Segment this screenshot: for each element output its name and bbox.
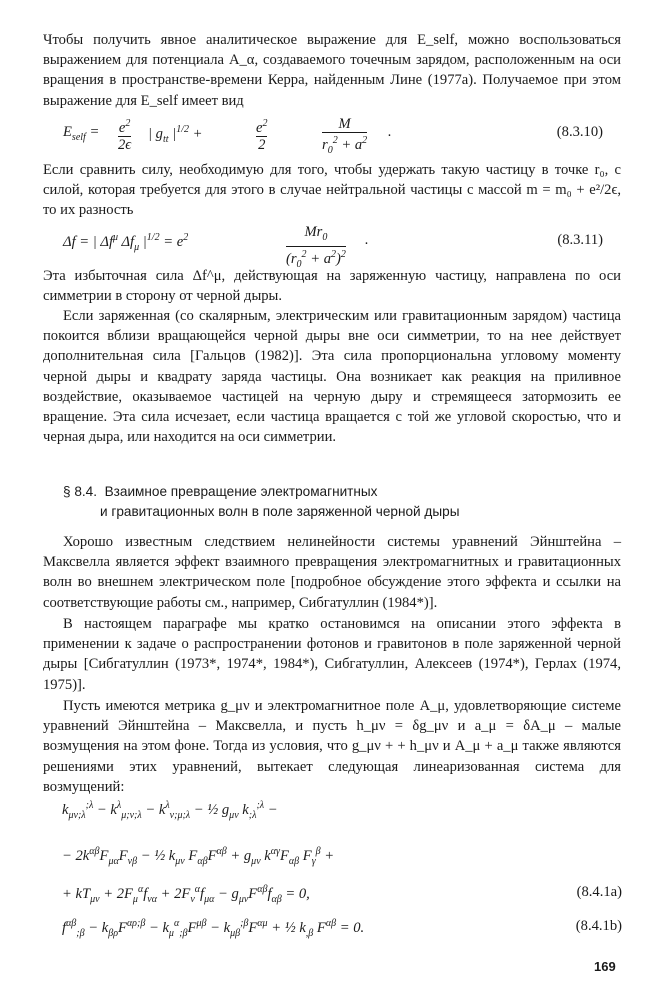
paragraph-7: Пусть имеются метрика g_μν и электромагнитное поле A_μ, удовлетворяющие системе уравнений Эйнштейна – Максвелла, и пусть h_μν = δg_μν и a_μ = δA_μ – малые возмущения на этом фоне. Тогда из условия, что g_μν + + h_μν и A_μ + a_μ также являются решениями этих уравнений, вытекает следующая линеаризованная система для возмущений: [43,698,621,795]
equation-number: (8.4.1b) [575,918,622,934]
equation-number: (8.3.10) [556,124,603,140]
equation-line-3: + $kT_{\mu\nu} + 2F_\mu^\alpha f_{\nu\alpha} + 2F_\nu^\alpha f_{\mu\alpha} - g_{\mu\nu}F^{\alpha\beta}f_{\alpha\beta} = 0$, (8.4.1a) [62,884,622,905]
paragraph-1: Чтобы получить явное аналитическое выражение для E_self, можно воспользоваться выражением для потенциала A_α, создаваемого точечным зарядом, расположенным на оси вращения в пространстве-времени Керра, найденным Лине (1977а). Получаемое при этом выражение для E_self имеет вид [43,32,621,109]
equation-8-3-11: Δf = | $\Delta f^\mu$ $\Delta f_\mu$ $|^{1/2} = e^2$ $\frac{Mr_0}{(r_0^2 + a^2)^2}$ . (8.3.11) [43,222,621,262]
paragraph-5: Хорошо известным следствием нелинейности системы уравнений Эйнштейна – Максвелла является эффект взаимного превращения электромагнитных и гравитационных волн во внешнем электрическом поле [подробное обсуждение этого эффекта и ссылки на соответствующие работы см., например, Сибгатуллин (1984*)]. [43,534,621,611]
page-number: 169 [594,959,616,974]
equation-line-2: − $2k^{\alpha\beta}F_{\mu\alpha}F_{\nu\beta}$ − ½ $k_{\mu\nu}$ $F_{\alpha\beta}F^{\alpha\beta} + g_{\mu\nu}$ $k^{\alpha\gamma}F_{\alpha\beta}$ $F_\gamma^\beta$ + [62,846,335,867]
section-title-line-1: Взаимное превращение электромагнитных [104,484,378,499]
section-number: § 8.4. [63,484,98,499]
section-heading [63,482,583,522]
equation-line-4: $f^{\alpha\beta}_{;\beta} - k_{\beta\rho}F^{\alpha\rho;\beta} - k_\mu^\alpha_{;\beta}F^{\mu\beta} - k_{\mu\beta}^{;\beta}F^{\alpha\mu}$ + ½ $k_{,\beta}$ $F^{\alpha\beta} = 0$. (8.4.1b) [62,918,622,939]
paragraph-2: Если сравнить силу, необходимую для того, чтобы удержать такую частицу в точке r₀, с силой, которая требуется для этого в случае нейтральной частицы с массой m = m₀ + e²/2ϵ, то их разность [43,162,621,219]
paragraph-6: В настоящем параграфе мы кратко остановимся на описании этого эффекта в применении к задаче о распространении фотонов и гравитонов в поле заряженной черной дыры [Сибгатуллин (1973*, 1974*, 1984*), Сибгатуллин, Алексеев (1974*), Герлах (1974, 1975)]. [43,616,621,693]
equation-number: (8.4.1a) [576,884,622,900]
section-title-line-2: и гравитационных волн в поле заряженной черной дыры [100,504,460,519]
paragraph-4: Если заряженная (со скалярным, электрическим или гравитационным зарядом) частица покоится вблизи вращающейся черной дыры вне оси симметрии, то на нее действует дополнительная сила [Гальцов (1982)]. Эта сила пропорциональна угловому моменту черной дыры и квадрату заряда частицы. Она возникает как реакция на приливное воздействие, оказываемое частицей на черную дыру и стремящееся затормозить ее вращение. Эта сила исчезает, если частица вращается с той же угловой скоростью, что и черная дыра, или находится на оси симметрии. [43,308,621,446]
paragraph-3: Эта избыточная сила Δf^μ, действующая на заряженную частицу, направлена по оси симметрии в сторону от черной дыры. [43,268,621,305]
equation-8-3-10: $E_{self}$ = $\frac{e^2}{2\epsilon}$ | $g_{tt}$ $|^{1/2}$ + $\frac{e^2}{2}$ $\frac{M}{r_0^2 + a^2}$ . (8.3.10) [43,114,621,154]
equation-number: (8.3.11) [557,232,603,248]
equation-line-1: $k_{\mu\nu;\lambda}^{;\lambda} - k^\lambda_{\mu;\nu;\lambda} - k^\lambda_{\nu;\mu;\lambda}$ − ½ $g_{\mu\nu}$ $k_{;\lambda}^{;\lambda}$ − [62,800,278,821]
